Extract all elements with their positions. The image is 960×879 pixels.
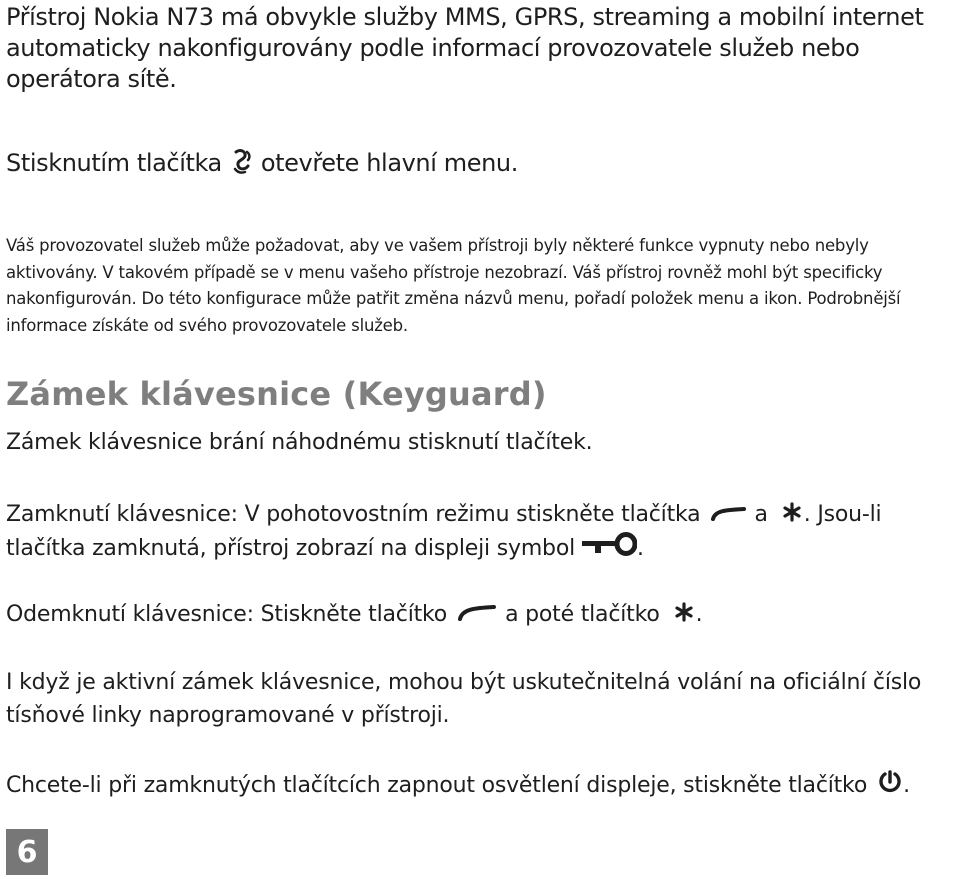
star-key-icon xyxy=(674,599,694,632)
unlock-text-2: a poté tlačítko xyxy=(505,602,660,627)
section-heading: Zámek klávesnice (Keyguard) xyxy=(6,375,547,413)
unlock-instruction xyxy=(6,598,951,632)
power-key-icon xyxy=(877,768,903,804)
key-lock-icon xyxy=(581,532,637,566)
menu-line-text-after: otevřete hlavní menu. xyxy=(260,149,518,177)
intro-paragraph: Přístroj Nokia N73 má obvykle služby MMS, GPRS, streaming a mobilní internet automaticky nakonfigurovány podle informací provozovatele služeb nebo operátora sítě. xyxy=(6,3,924,93)
lock-text-1: Zamknutí klávesnice: V pohotovostním režimu stiskněte tlačítka xyxy=(6,502,701,527)
keyguard-intro: Zámek klávesnice brání náhodnému stisknutí tlačítek. xyxy=(6,430,593,455)
lock-instruction xyxy=(6,498,951,566)
backlight-instruction xyxy=(6,768,951,804)
unlock-text-3: . xyxy=(695,602,703,627)
unlock-text-1: Odemknutí klávesnice: Stiskněte tlačítko xyxy=(6,602,448,627)
left-selection-key-icon xyxy=(457,599,497,632)
backlight-text-1: Chcete-li při zamknutých tlačítcích zapnout osvětlení displeje, stiskněte tlačítko xyxy=(6,773,868,798)
page-number-badge: 6 xyxy=(6,829,48,875)
emergency-call-paragraph: I když je aktivní zámek klávesnice, mohou být uskutečnitelná volání na oficiální číslo tísňové linky naprogramované v přístroji. xyxy=(6,670,922,728)
lock-text-2: a xyxy=(754,502,768,527)
star-key-icon xyxy=(782,499,802,532)
left-selection-key-icon xyxy=(710,499,746,532)
menu-line-text-before: Stisknutím tlačítka xyxy=(6,149,222,177)
lock-text-4: . xyxy=(637,535,644,561)
menu-key-instruction xyxy=(6,148,951,183)
operator-note-paragraph: Váš provozovatel služeb může požadovat, aby ve vašem přístroji byly některé funkce vypnuty nebo nebyly aktivovány. V takovém případě se v menu vašeho přístroje nezobrazí. Váš přístroj rovněž mohl být specificky nakonfigurován. Do této konfigurace může patřit změna názvů menu, pořadí položek menu a ikon. Podrobnější informace získáte od svého provozovatele služeb. xyxy=(6,236,901,335)
menu-key-icon xyxy=(232,149,252,183)
backlight-text-2: . xyxy=(903,773,910,798)
lock-text-3: . Jsou-li tlačítka zamknutá, přístroj zobrazí na displeji symbol xyxy=(6,502,882,561)
